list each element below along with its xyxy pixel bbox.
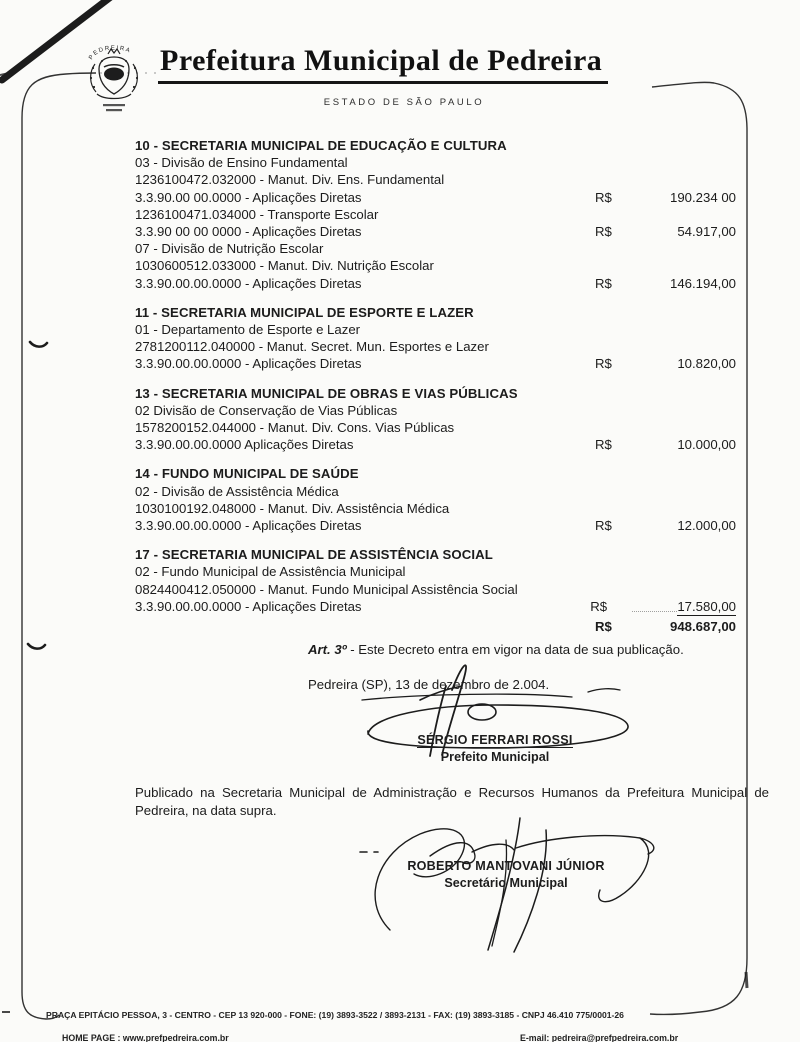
budget-amount-row bbox=[135, 355, 736, 372]
budget-section bbox=[135, 465, 736, 534]
budget-amount-row bbox=[135, 436, 736, 453]
mayor-signature-block bbox=[392, 731, 598, 764]
budget-line bbox=[135, 402, 736, 419]
line-text: 1030600512.033000 - Manut. Div. Nutrição Escolar bbox=[135, 258, 434, 274]
line-text: 3.3.90.00 00.0000 - Aplicações Diretas bbox=[135, 189, 362, 205]
currency-label: R$ bbox=[595, 189, 612, 205]
budget-line bbox=[135, 563, 736, 580]
line-text: 0824400412.050000 - Manut. Fundo Municipal Assistência Social bbox=[135, 581, 518, 597]
amount-value: 54.917,00 bbox=[677, 224, 736, 240]
footer-email: E-mail: pedreira@prefpedreira.com.br bbox=[520, 1033, 679, 1042]
footer-homepage: HOME PAGE : www.prefpedreira.com.br bbox=[62, 1033, 229, 1042]
line-text: 3.3.90 00 00 0000 - Aplicações Diretas bbox=[135, 224, 362, 240]
currency-label: R$ bbox=[595, 437, 612, 453]
line-text: 2781200112.040000 - Manut. Secret. Mun. Esportes e Lazer bbox=[135, 339, 489, 355]
budget-line bbox=[135, 321, 736, 338]
amount-value: 10.000,00 bbox=[677, 437, 736, 453]
budget-line bbox=[135, 483, 736, 500]
currency-label: R$ bbox=[595, 224, 612, 240]
currency-label: R$ bbox=[595, 275, 612, 291]
budget-section bbox=[135, 304, 736, 373]
budget-line bbox=[135, 206, 736, 223]
municipal-seal bbox=[80, 34, 148, 120]
budget-line bbox=[135, 171, 736, 188]
section-heading: 17 - SECRETARIA MUNICIPAL DE ASSISTÊNCIA SOCIAL bbox=[135, 547, 493, 563]
budget-line bbox=[135, 240, 736, 257]
mayor-name: SÉRGIO FERRARI ROSSI bbox=[417, 733, 573, 747]
section-heading: 13 - SECRETARIA MUNICIPAL DE OBRAS E VIAS PÚBLICAS bbox=[135, 385, 518, 401]
total-currency-label: R$ bbox=[595, 619, 612, 635]
svg-text:PEDREIRA bbox=[88, 45, 132, 60]
budget-section bbox=[135, 546, 736, 616]
budget-amount-row bbox=[135, 275, 736, 292]
budget-line bbox=[135, 257, 736, 274]
section-heading: 10 - SECRETARIA MUNICIPAL DE EDUCAÇÃO E CULTURA bbox=[135, 138, 507, 153]
margin-tick-1 bbox=[30, 342, 47, 347]
line-text: 3.3.90.00.00.0000 Aplicações Diretas bbox=[135, 437, 354, 453]
mayor-role: Prefeito Municipal bbox=[440, 750, 550, 764]
line-text: 1578200152.044000 - Manut. Div. Cons. Vias Públicas bbox=[135, 420, 455, 436]
article-3-text: - Este Decreto entra em vigor na data de sua publicação. bbox=[346, 642, 684, 657]
budget-sections bbox=[135, 137, 736, 616]
currency-label: R$ bbox=[590, 598, 608, 614]
line-text: 3.3.90.00.00.0000 - Aplicações Diretas bbox=[135, 518, 362, 534]
amount-value: 146.194,00 bbox=[669, 275, 736, 291]
currency-label: R$ bbox=[595, 356, 612, 372]
line-text: 3.3.90.00.00.0000 - Aplicações Diretas bbox=[135, 275, 362, 291]
secretary-name: ROBERTO MANTOVANI JÚNIOR bbox=[407, 859, 605, 873]
line-text: 02 Divisão de Conservação de Vias Públicas bbox=[135, 402, 398, 418]
total-spacer bbox=[135, 618, 595, 635]
line-text: 01 - Departamento de Esporte e Lazer bbox=[135, 322, 361, 338]
footer-address-line: PRAÇA EPITÁCIO PESSOA, 3 - CENTRO - CEP 13 920-000 - FONE: (19) 3893-3522 / 3893-2131 - FAX: (19) 3893-3185 - CNPJ 46.410 775/0001-26 bbox=[46, 1010, 624, 1020]
line-text: 02 - Fundo Municipal de Assistência Municipal bbox=[135, 564, 406, 580]
article-3-label: Art. 3º bbox=[308, 642, 347, 657]
amount-value: 17.580,00 bbox=[677, 598, 736, 616]
budget-line bbox=[135, 419, 736, 436]
line-text: 3.3.90.00.00.0000 - Aplicações Diretas bbox=[135, 356, 362, 372]
budget-line bbox=[135, 154, 736, 171]
line-text: 3.3.90.00.00.0000 - Aplicações Diretas bbox=[135, 598, 362, 614]
amount-value: 190.234 00 bbox=[669, 189, 736, 205]
total-row bbox=[135, 618, 736, 635]
line-text: 02 - Divisão de Assistência Médica bbox=[135, 483, 339, 499]
line-text: 03 - Divisão de Ensino Fundamental bbox=[135, 155, 348, 171]
publication-note: Publicado na Secretaria Municipal de Administração e Recursos Humanos da Prefeitura Municipal de Pedreira, na data supra. bbox=[135, 785, 769, 818]
amount-value: 12.000,00 bbox=[677, 518, 736, 534]
line-text: 1030100192.048000 - Manut. Div. Assistência Médica bbox=[135, 500, 450, 516]
section-heading: 14 - FUNDO MUNICIPAL DE SAÚDE bbox=[135, 466, 359, 482]
budget-line bbox=[135, 581, 736, 598]
line-text: 1236100472.032000 - Manut. Div. Ens. Fundamental bbox=[135, 172, 445, 188]
budget-line bbox=[135, 338, 736, 355]
secretary-role: Secretário Municipal bbox=[444, 876, 568, 890]
section-heading: 11 - SECRETARIA MUNICIPAL DE ESPORTE E LAZER bbox=[135, 304, 474, 320]
amount-value: 10.820,00 bbox=[677, 356, 736, 372]
budget-body bbox=[135, 137, 736, 635]
budget-section bbox=[135, 137, 736, 292]
date-line: Pedreira (SP), 13 de dezembro de 2.004. bbox=[308, 677, 550, 692]
seal-motto-illegible bbox=[103, 104, 125, 106]
total-amount: 948.687,00 bbox=[669, 619, 736, 635]
budget-amount-row bbox=[135, 598, 736, 616]
margin-tick-2 bbox=[28, 644, 45, 649]
budget-amount-row bbox=[135, 223, 736, 240]
line-text: 1236100471.034000 - Transporte Escolar bbox=[135, 206, 379, 222]
currency-label: R$ bbox=[595, 518, 612, 534]
letterhead-title: Prefeitura Municipal de Pedreira bbox=[158, 44, 608, 84]
letterhead-subtitle: ESTADO DE SÃO PAULO bbox=[323, 97, 485, 108]
leader-dots bbox=[632, 610, 678, 612]
budget-amount-row bbox=[135, 189, 736, 206]
budget-amount-row bbox=[135, 517, 736, 534]
seal-text: PEDREIRA bbox=[88, 45, 132, 61]
secretary-signature-block bbox=[388, 857, 624, 890]
line-text: 07 - Divisão de Nutrição Escolar bbox=[135, 241, 324, 257]
budget-line bbox=[135, 500, 736, 517]
budget-section bbox=[135, 385, 736, 454]
